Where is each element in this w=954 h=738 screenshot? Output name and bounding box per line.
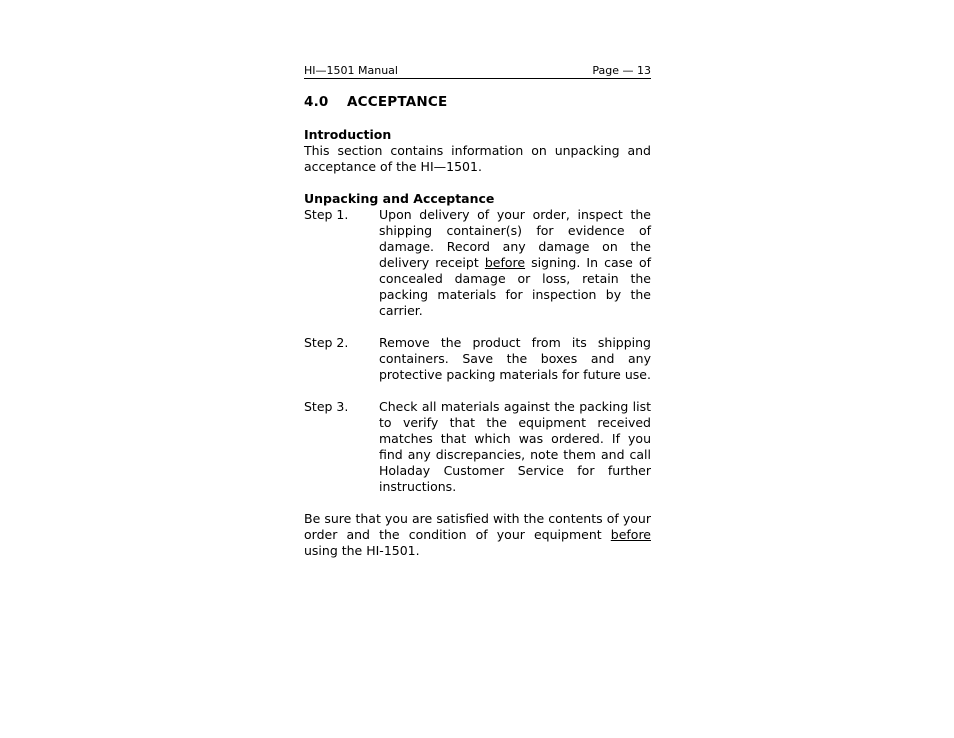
running-header	[304, 64, 651, 79]
emphasis-before: before	[484, 255, 526, 270]
introduction-heading: Introduction	[304, 127, 392, 142]
closing-text-part: Be sure that you are satisfied with the contents of your order and the condition of your equipment	[304, 511, 651, 542]
closing-paragraph	[304, 511, 651, 559]
step-text	[379, 207, 651, 319]
section-heading: ACCEPTANCE	[347, 94, 448, 110]
step-text: Remove the product from its shipping containers. Save the boxes and any protective packing materials for future use.	[379, 335, 651, 382]
step-text-part: signing. In case of concealed damage or loss, retain the packing materials for inspection by the carrier.	[379, 255, 651, 318]
step-label: Step 3.	[304, 399, 349, 414]
section-title	[304, 94, 651, 111]
section-number: 4.0	[304, 94, 329, 110]
manual-page	[304, 64, 651, 559]
step-1	[304, 207, 651, 319]
header-manual-title: HI—1501 Manual	[304, 64, 398, 77]
step-3	[304, 399, 651, 495]
step-list	[304, 207, 651, 495]
header-page-number: Page — 13	[592, 64, 651, 77]
step-2	[304, 335, 651, 383]
emphasis-before: before	[610, 527, 651, 542]
step-text-part: Upon delivery of your order, inspect the shipping container(s) for evidence of damage. Record any damage on the delivery receipt	[379, 207, 651, 270]
unpacking-heading: Unpacking and Acceptance	[304, 191, 495, 206]
step-label: Step 2.	[304, 335, 349, 350]
introduction-paragraph: This section contains information on unpacking and acceptance of the HI—1501.	[304, 143, 651, 174]
closing-text-part: using the HI-1501.	[304, 543, 420, 558]
step-text: Check all materials against the packing list to verify that the equipment received matches that which was ordered. If you find any discrepancies, note them and call Holaday Customer Service for further instructions.	[379, 399, 651, 494]
step-label: Step 1.	[304, 207, 349, 222]
